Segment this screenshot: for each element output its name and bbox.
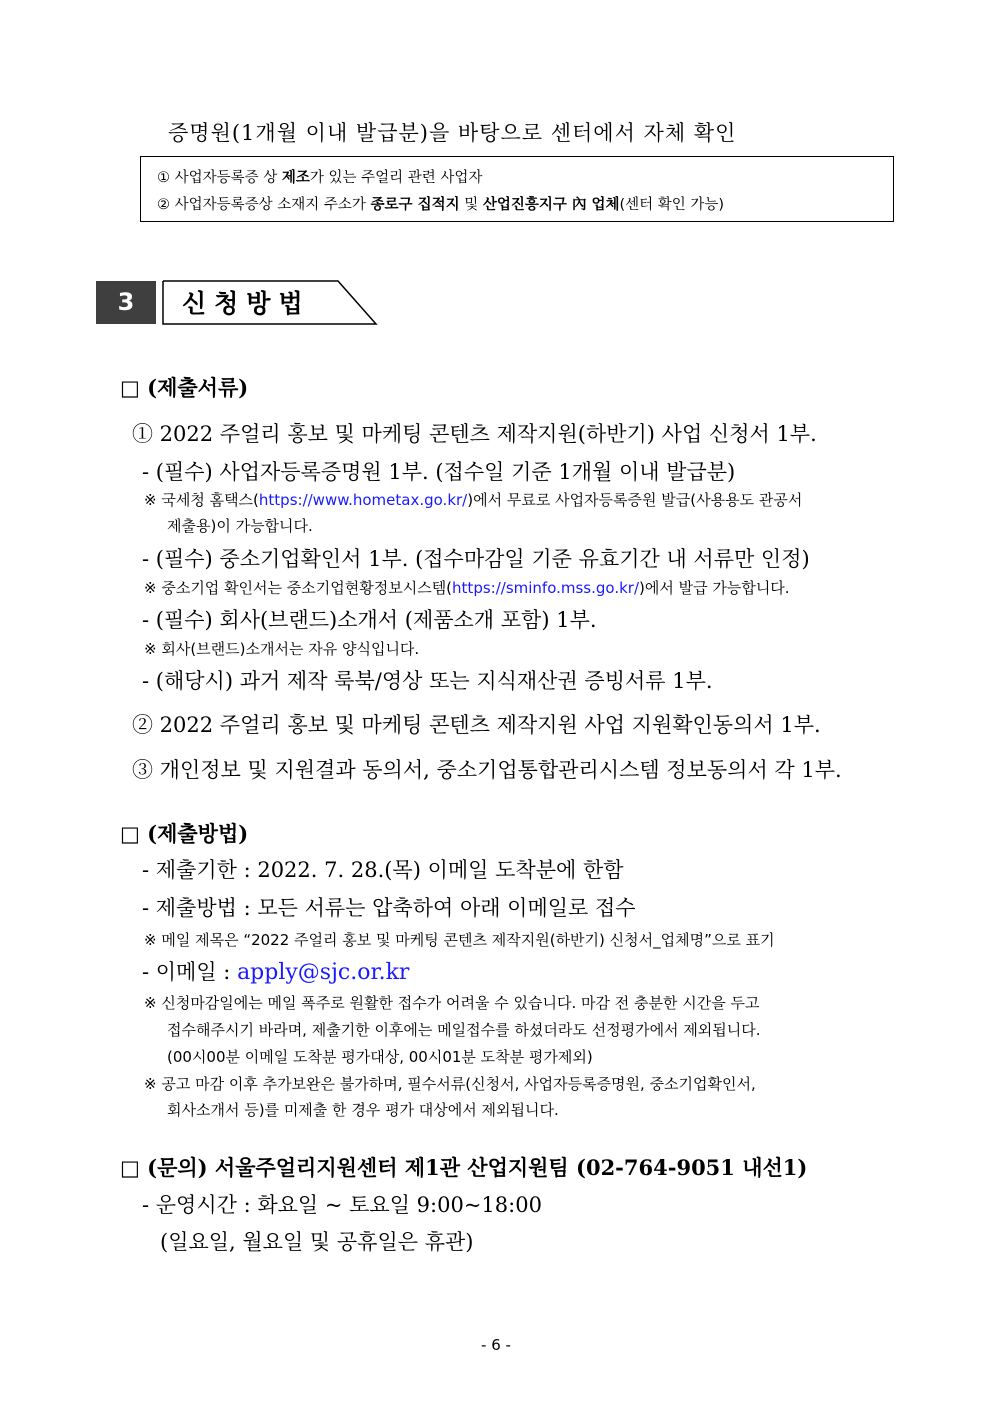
criteria-text: ① 사업자등록증 상 [157,170,282,186]
method-note-b1: ※ 공고 마감 이후 추가보완은 불가하며, 필수서류(신청서, 사업자등록증명원, 중소기업확인서, [144,1075,756,1093]
inquiry-closed: (일요일, 월요일 및 공휴일은 휴관) [160,1230,474,1254]
inquiry-heading: □ (문의) 서울주얼리지원센터 제1관 산업지원팀 (02-764-9051 내선1) [120,1155,808,1180]
email-link[interactable]: apply@sjc.or.kr [237,960,410,985]
doc-note-1 [144,489,802,510]
doc-sub-3: - (필수) 회사(브랜드)소개서 (제품소개 포함) 1부. [142,608,597,632]
method-note-a1: ※ 신청마감일에는 메일 폭주로 원활한 접수가 어려울 수 있습니다. 마감 전 충분한 시간을 두고 [144,994,760,1012]
criteria-box [140,156,894,222]
method-note-a2: 접수해주시기 바라며, 제출기한 이후에는 메일접수를 하셨더라도 선정평가에서 제외됩니다. [167,1021,761,1039]
note-text: ※ 국세청 홈택스( [144,491,259,509]
intro-line: 증명원(1개월 이내 발급분)을 바탕으로 센터에서 자체 확인 [168,121,737,145]
doc-item-1: ① 2022 주얼리 홍보 및 마케팅 콘텐츠 제작지원(하반기) 사업 신청서 1부. [132,422,817,446]
method-note-b2: 회사소개서 등)를 미제출 한 경우 평가 대상에서 제외됩니다. [167,1101,559,1119]
doc-item-2: ② 2022 주얼리 홍보 및 마케팅 콘텐츠 제작지원 사업 지원확인동의서 1부. [132,713,821,737]
page-number: - 6 - [481,1336,511,1354]
doc-sub-1: - (필수) 사업자등록증명원 1부. (접수일 기준 1개월 이내 발급분) [142,460,736,484]
criteria-row-1 [157,166,482,187]
method-email [142,956,409,986]
method-how: - 제출방법 : 모든 서류는 압축하여 아래 이메일로 접수 [142,896,636,920]
note-text: )에서 발급 가능합니다. [639,579,790,597]
doc-sub-2: - (필수) 중소기업확인서 1부. (접수마감일 기준 유효기간 내 서류만 인정) [142,547,810,571]
criteria-emphasis: 제조 [281,170,310,186]
method-note-subject: ※ 메일 제목은 “2022 주얼리 홍보 및 마케팅 콘텐츠 제작지원(하반기) 신청서_업체명”으로 표기 [144,931,775,949]
doc-note-1-cont: 제출용)이 가능합니다. [167,517,313,535]
note-text: ※ 중소기업 확인서는 중소기업현황정보시스템( [144,579,453,597]
note-text: )에서 무료로 사업자등록증원 발급(사용용도 관공서 [467,491,803,509]
doc-item-3: ③ 개인정보 및 지원결과 동의서, 중소기업통합관리시스템 정보동의서 각 1부. [132,758,842,782]
section-number: 3 [96,281,156,324]
doc-note-3: ※ 회사(브랜드)소개서는 자유 양식입니다. [144,640,420,658]
criteria-emphasis: 종로구 집적지 [370,197,460,213]
doc-note-2 [144,577,790,598]
email-label: - 이메일 : [142,960,238,984]
criteria-emphasis: 산업진흥지구 內 업체 [482,197,620,213]
criteria-text: 가 있는 주얼리 관련 사업자 [309,170,483,186]
hometax-link[interactable]: https://www.hometax.go.kr/ [258,491,468,509]
sminfo-link[interactable]: https://sminfo.mss.go.kr/ [452,579,639,597]
method-note-a3: (00시00분 이메일 도착분 평가대상, 00시01분 도착분 평가제외) [167,1048,593,1066]
section-title: 신청방법 [182,289,311,318]
inquiry-hours: - 운영시간 : 화요일 ~ 토요일 9:00~18:00 [142,1193,542,1217]
criteria-text: 및 [459,197,483,213]
documents-heading: □ (제출서류) [120,375,249,400]
criteria-text: ② 사업자등록증상 소재지 주소가 [157,197,371,213]
method-heading: □ (제출방법) [120,821,249,846]
criteria-text: (센터 확인 가능) [619,197,725,213]
method-deadline: - 제출기한 : 2022. 7. 28.(목) 이메일 도착분에 한함 [142,858,624,882]
criteria-row-2 [157,193,724,214]
doc-sub-4: - (해당시) 과거 제작 룩북/영상 또는 지식재산권 증빙서류 1부. [142,669,713,693]
